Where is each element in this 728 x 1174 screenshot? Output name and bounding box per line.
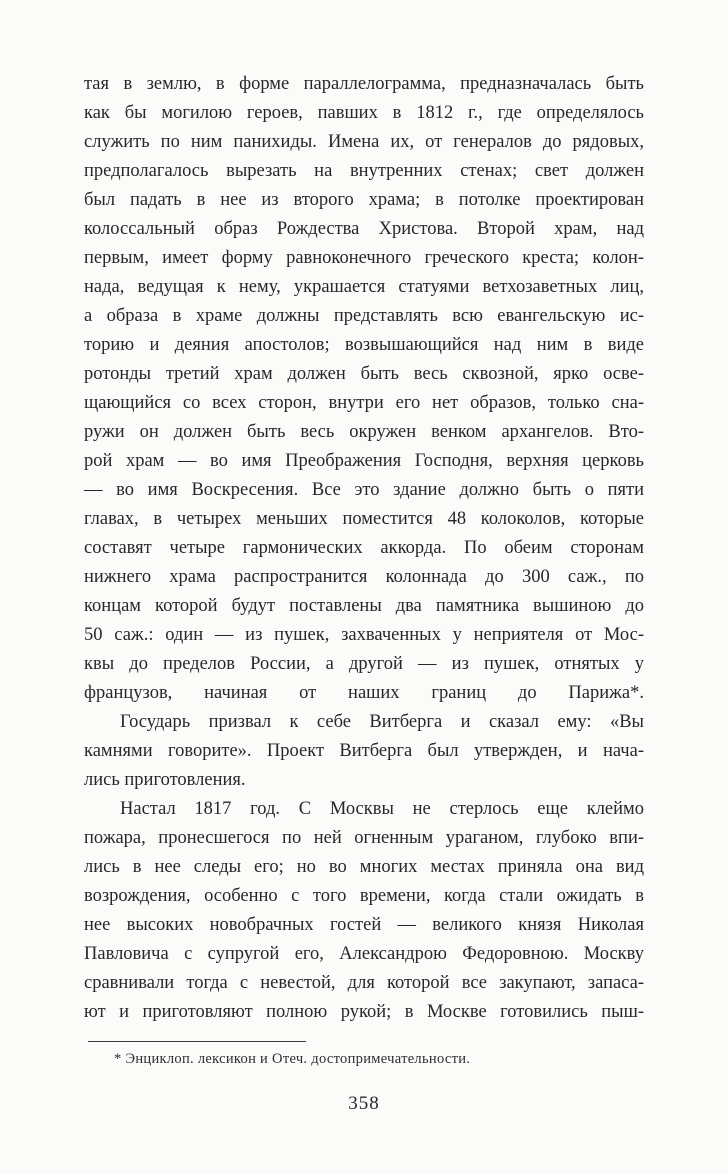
text-line: а образа в храме должны представлять всю евангельскую ис- — [84, 306, 644, 326]
text-line: был падать в нее из второго храма; в потолке проектирован — [84, 190, 644, 210]
text-line: составят четыре гармонических аккорда. По обеим сторонам — [84, 538, 644, 558]
text-line: пожара, пронесшегося по ней огненным ураганом, глубоко впи- — [84, 828, 644, 848]
text-line: Павловича с супругой его, Александрою Федоровною. Москву — [84, 944, 644, 964]
text-line: возрождения, особенно с того времени, когда стали ожидать в — [84, 886, 644, 906]
text-line: торию и деяния апостолов; возвышающийся над ним в виде — [84, 335, 644, 355]
text-line: главах, в четырех меньших поместится 48 колоколов, которые — [84, 509, 644, 529]
page-number: 358 — [348, 1093, 380, 1114]
text-line: как бы могилою героев, павших в 1812 г., где определялось — [84, 103, 644, 123]
footnote-text: * Энциклоп. лексикон и Отеч. достопримечательности. — [114, 1051, 471, 1067]
text-line: рой храм — во имя Преображения Господня, верхняя церковь — [84, 451, 644, 471]
text-line: Настал 1817 год. С Москвы не стерлось еще клеймо — [120, 799, 644, 819]
text-line: 50 саж.: один — из пушек, захваченных у неприятеля от Мос- — [84, 625, 644, 645]
text-line: лись приготовления. — [84, 770, 246, 790]
text-line: колоссальный образ Рождества Христова. Второй храм, над — [84, 219, 644, 239]
text-line: щающийся со всех сторон, внутри его нет образов, только сна- — [84, 393, 644, 413]
text-line: концам которой будут поставлены два памятника вышиною до — [84, 596, 644, 616]
text-line: сравнивали тогда с невестой, для которой все закупают, запаса- — [84, 973, 644, 993]
text-line: предполагалось вырезать на внутренних стенах; свет должен — [84, 161, 644, 181]
text-line: первым, имеет форму равноконечного греческого креста; колон- — [84, 248, 644, 268]
text-line: лись в нее следы его; но во многих местах приняла она вид — [84, 857, 644, 877]
text-line: Государь призвал к себе Витберга и сказал ему: «Вы — [120, 712, 644, 732]
text-line: тая в землю, в форме параллелограмма, предназначалась быть — [84, 74, 644, 94]
text-line: нада, ведущая к нему, украшается статуями ветхозаветных лиц, — [84, 277, 644, 297]
text-line: нее высоких новобрачных гостей — великого князя Николая — [84, 915, 644, 935]
text-line: ротонды третий храм должен быть весь сквозной, ярко осве- — [84, 364, 644, 384]
text-line: французов, начиная от наших границ до Парижа*. — [84, 683, 644, 703]
text-line: нижнего храма распространится колоннада до 300 саж., по — [84, 567, 644, 587]
body-text — [84, 70, 644, 1027]
footnote-area — [84, 1041, 644, 1069]
text-line: — во имя Воскресения. Все это здание должно быть о пяти — [84, 480, 644, 500]
text-line: камнями говорите». Проект Витберга был утвержден, и нача- — [84, 741, 644, 761]
text-line: квы до пределов России, а другой — из пушек, отнятых у — [84, 654, 644, 674]
text-line: ружи он должен быть весь окружен венком архангелов. Вто- — [84, 422, 644, 442]
text-line: ют и приготовляют полною рукой; в Москве готовились пыш- — [84, 1002, 644, 1022]
text-line: служить по ним панихиды. Имена их, от генералов до рядовых, — [84, 132, 644, 152]
